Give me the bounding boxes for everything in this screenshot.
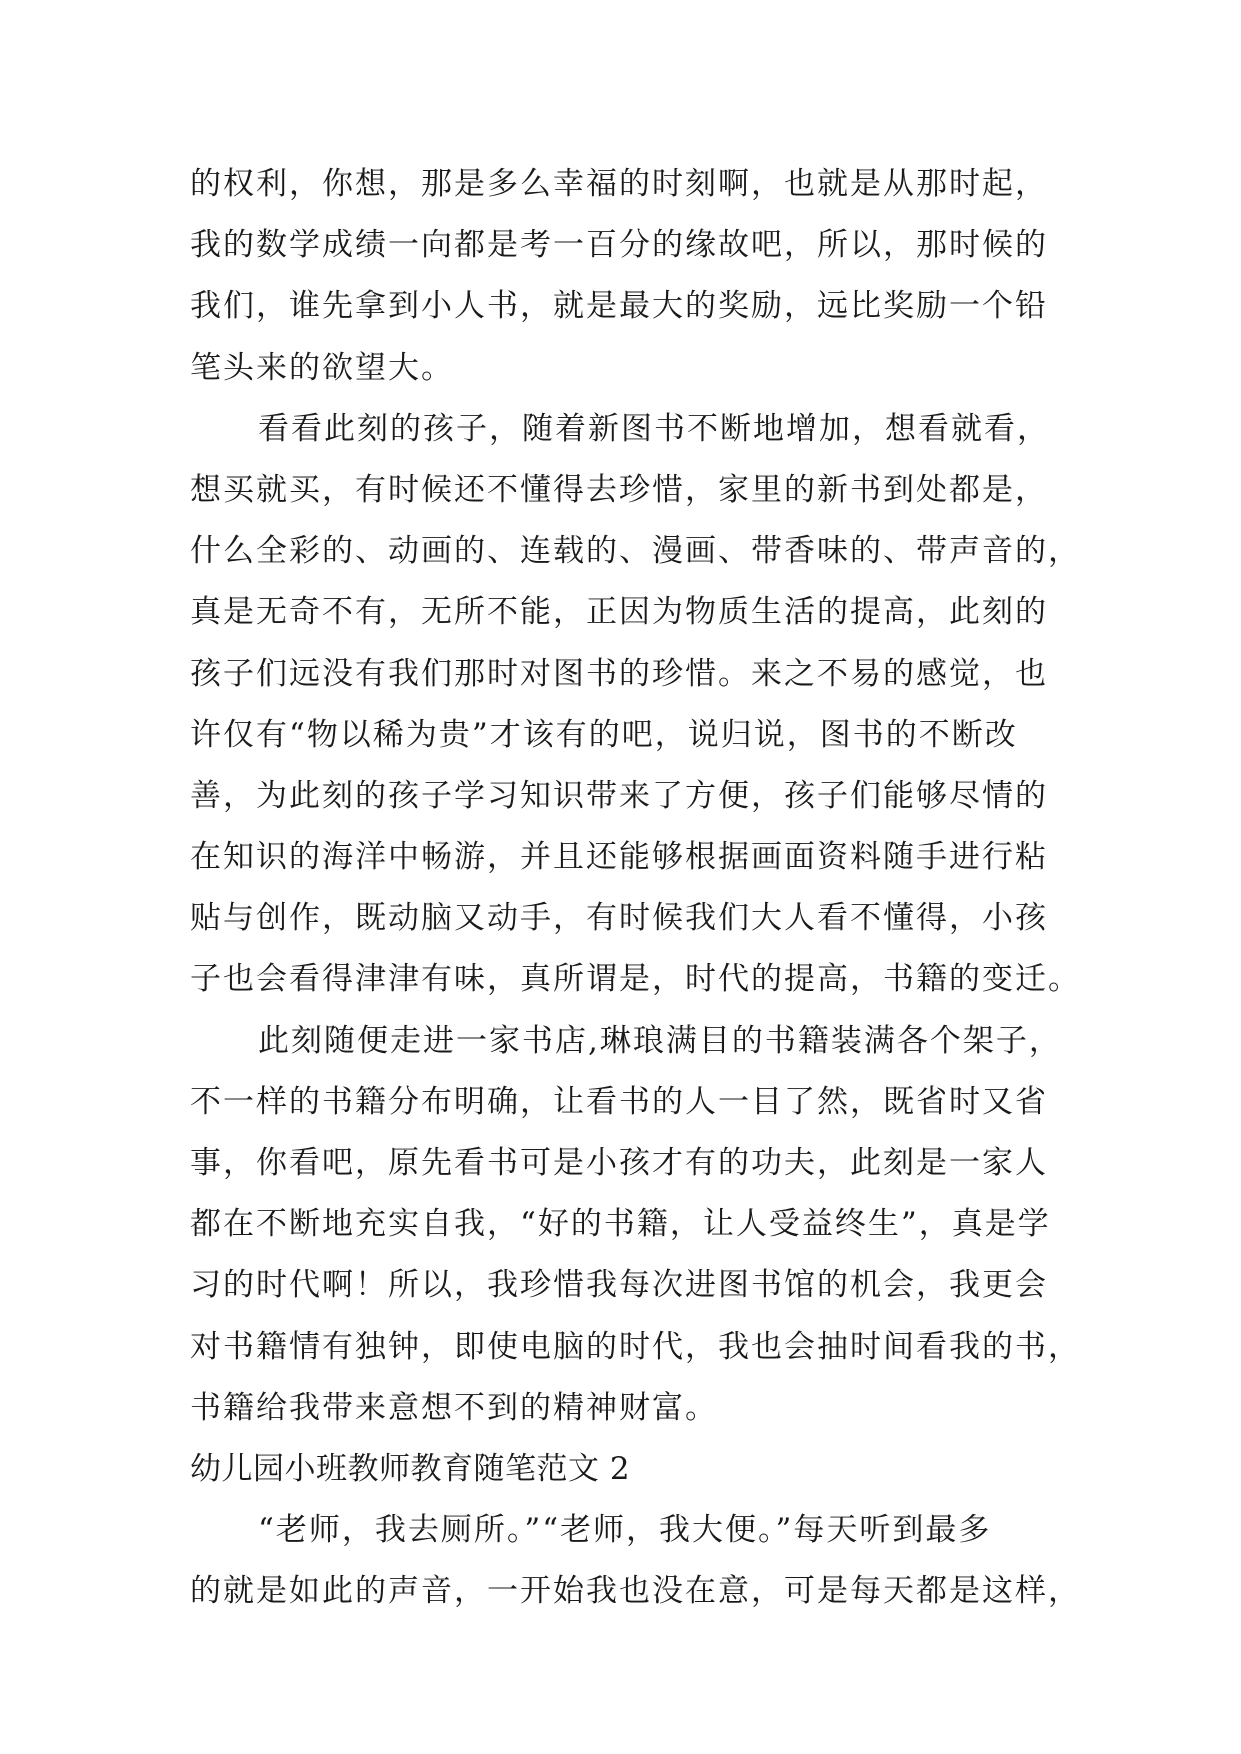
- text-line: 在知识的海洋中畅游，并且还能够根据画面资料随手进行粘: [190, 839, 1048, 876]
- text-line: 我的数学成绩一向都是考一百分的缘故吧，所以，那时候的: [190, 227, 1048, 264]
- text-line: 想买就买，有时候还不懂得去珍惜，家里的新书到处都是，: [190, 471, 1048, 508]
- text-line: 善，为此刻的孩子学习知识带来了方便，孩子们能够尽情的: [190, 777, 1048, 814]
- text-line: 书籍给我带来意想不到的精神财富。: [190, 1389, 718, 1426]
- text-line: 我们，谁先拿到小人书，就是最大的奖励，远比奖励一个铅: [190, 288, 1048, 325]
- text-line: 不一样的书籍分布明确，让看书的人一目了然，既省时又省: [190, 1083, 1048, 1120]
- text-line: 的就是如此的声音，一开始我也没在意，可是每天都是这样，: [190, 1573, 1081, 1610]
- paragraph-first-line: “老师，我去厕所。”“老师，我大便。”每天听到最多: [258, 1512, 992, 1549]
- document-body: [190, 154, 1081, 1623]
- text-line: 孩子们远没有我们那时对图书的珍惜。来之不易的感觉，也: [190, 655, 1048, 692]
- paragraph-first-line: 此刻随便走进一家书店,琳琅满目的书籍装满各个架子，: [258, 1022, 1062, 1059]
- section-heading: 幼儿园小班教师教育随笔范文 2: [190, 1450, 631, 1487]
- text-line: 事，你看吧，原先看书可是小孩才有的功夫，此刻是一家人: [190, 1145, 1048, 1181]
- text-line: 的权利，你想，那是多么幸福的时刻啊，也就是从那时起，: [190, 166, 1048, 202]
- text-line: 许仅有“物以稀为贵”才该有的吧，说归说，图书的不断改: [190, 716, 1018, 753]
- text-line: 什么全彩的、动画的、连载的、漫画、带香味的、带声音的，: [190, 533, 1081, 570]
- text-line: 笔头来的欲望大。: [190, 349, 454, 386]
- text-line: 贴与创作，既动脑又动手，有时候我们大人看不懂得，小孩: [190, 900, 1048, 937]
- text-line: 习的时代啊！所以，我珍惜我每次进图书馆的机会，我更会: [190, 1267, 1048, 1304]
- text-line: 都在不断地充实自我，“好的书籍，让人受益终生”，真是学: [190, 1206, 1051, 1243]
- text-line: 子也会看得津津有味，真所谓是，时代的提高，书籍的变迁。: [190, 961, 1081, 998]
- paragraph-first-line: 看看此刻的孩子，随着新图书不断地增加，想看就看，: [258, 410, 1050, 447]
- text-line: 对书籍情有独钟，即使电脑的时代，我也会抽时间看我的书，: [190, 1328, 1081, 1365]
- text-line: 真是无奇不有，无所不能，正因为物质生活的提高，此刻的: [190, 594, 1048, 631]
